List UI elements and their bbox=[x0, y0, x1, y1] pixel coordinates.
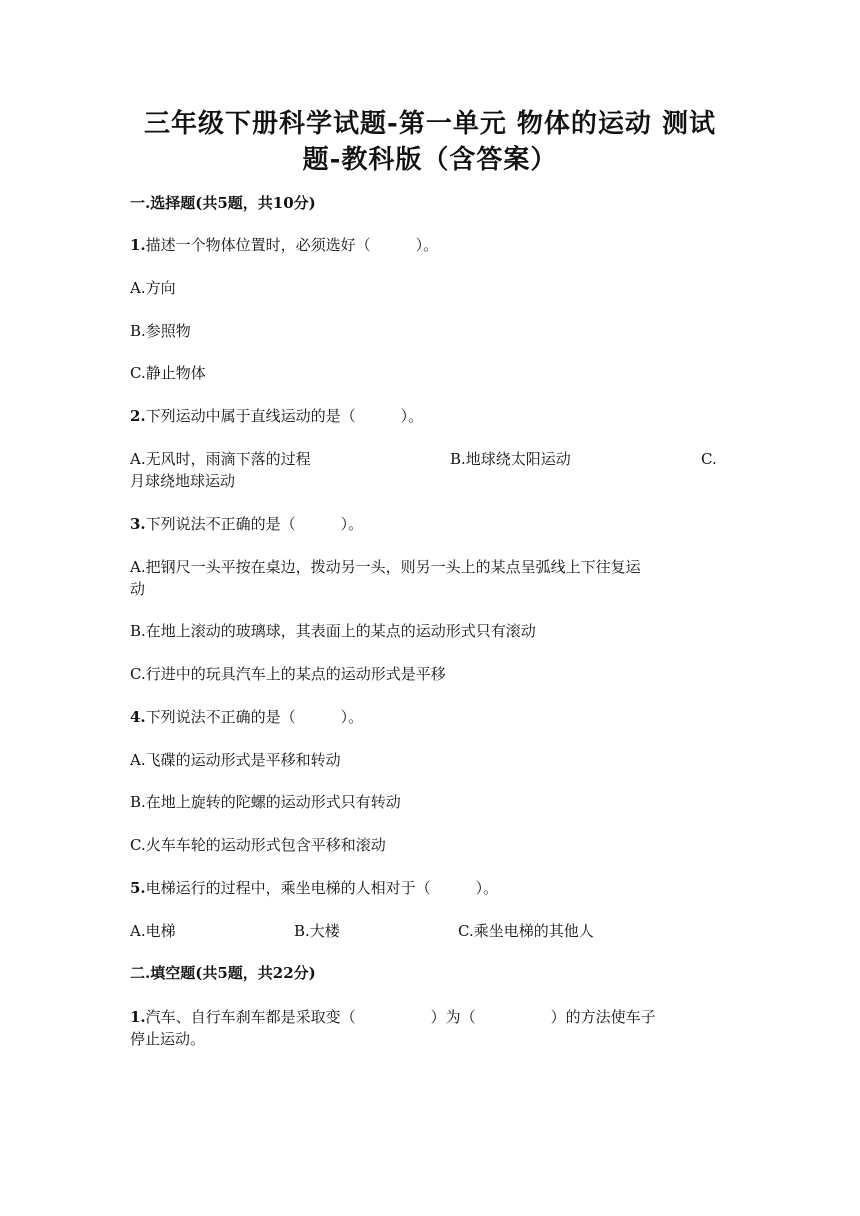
question-stem: 下列说法不正确的是（ ）。 bbox=[145, 515, 364, 533]
question-stem: 下列说法不正确的是（ ）。 bbox=[145, 708, 364, 726]
question-2-option-c: C. bbox=[701, 450, 717, 468]
document-title-line-1: 三年级下册科学试题-第一单元 物体的运动 测试 bbox=[144, 109, 716, 139]
fill-question-1 bbox=[130, 1006, 656, 1028]
question-5-option-c: C.乘坐电梯的其他人 bbox=[458, 922, 594, 940]
question-stem: 描述一个物体位置时，必须选好（ ）。 bbox=[145, 236, 439, 254]
question-1 bbox=[130, 234, 438, 256]
question-stem: 汽车、自行车刹车都是采取变（ ）为（ ）的方法使车子 bbox=[145, 1008, 656, 1026]
question-3 bbox=[130, 513, 363, 535]
section-heading-fill-in: 二.填空题(共5题，共22分) bbox=[130, 964, 316, 982]
question-number: 1. bbox=[130, 236, 146, 254]
question-3-option-c: C.行进中的玩具汽车上的某点的运动形式是平移 bbox=[130, 665, 446, 683]
question-4-option-c: C.火车车轮的运动形式包含平移和滚动 bbox=[130, 836, 386, 854]
question-4-option-b: B.在地上旋转的陀螺的运动形式只有转动 bbox=[130, 793, 401, 811]
question-1-option-c: C.静止物体 bbox=[130, 364, 206, 382]
question-3-option-a-continued: 动 bbox=[130, 580, 146, 598]
question-number: 2. bbox=[130, 407, 146, 425]
question-2-option-a: A.无风时，雨滴下落的过程 bbox=[130, 450, 311, 468]
question-number: 4. bbox=[130, 708, 146, 726]
section-heading-choice: 一.选择题(共5题，共10分) bbox=[130, 194, 316, 212]
question-5-option-b: B.大楼 bbox=[294, 922, 340, 940]
question-number: 5. bbox=[130, 879, 146, 897]
document-title-line-2: 题-教科版（含答案） bbox=[302, 145, 558, 175]
question-2-option-c-continued: 月球绕地球运动 bbox=[130, 472, 236, 490]
question-number: 3. bbox=[130, 515, 146, 533]
question-stem: 电梯运行的过程中，乘坐电梯的人相对于（ ）。 bbox=[145, 879, 499, 897]
question-3-option-b: B.在地上滚动的玻璃球，其表面上的某点的运动形式只有滚动 bbox=[130, 622, 536, 640]
question-3-option-a: A.把钢尺一头平按在桌边，拨动另一头，则另一头上的某点呈弧线上下往复运 bbox=[130, 558, 641, 576]
question-5 bbox=[130, 877, 498, 899]
question-1-option-b: B.参照物 bbox=[130, 322, 191, 340]
question-2 bbox=[130, 405, 423, 427]
fill-question-1-continued: 停止运动。 bbox=[130, 1030, 206, 1048]
question-number: 1. bbox=[130, 1008, 146, 1026]
question-4-option-a: A.飞碟的运动形式是平移和转动 bbox=[130, 751, 341, 769]
question-2-option-b: B.地球绕太阳运动 bbox=[450, 450, 571, 468]
question-4 bbox=[130, 706, 363, 728]
question-stem: 下列运动中属于直线运动的是（ ）。 bbox=[145, 407, 424, 425]
question-1-option-a: A.方向 bbox=[130, 279, 176, 297]
question-5-option-a: A.电梯 bbox=[130, 922, 176, 940]
